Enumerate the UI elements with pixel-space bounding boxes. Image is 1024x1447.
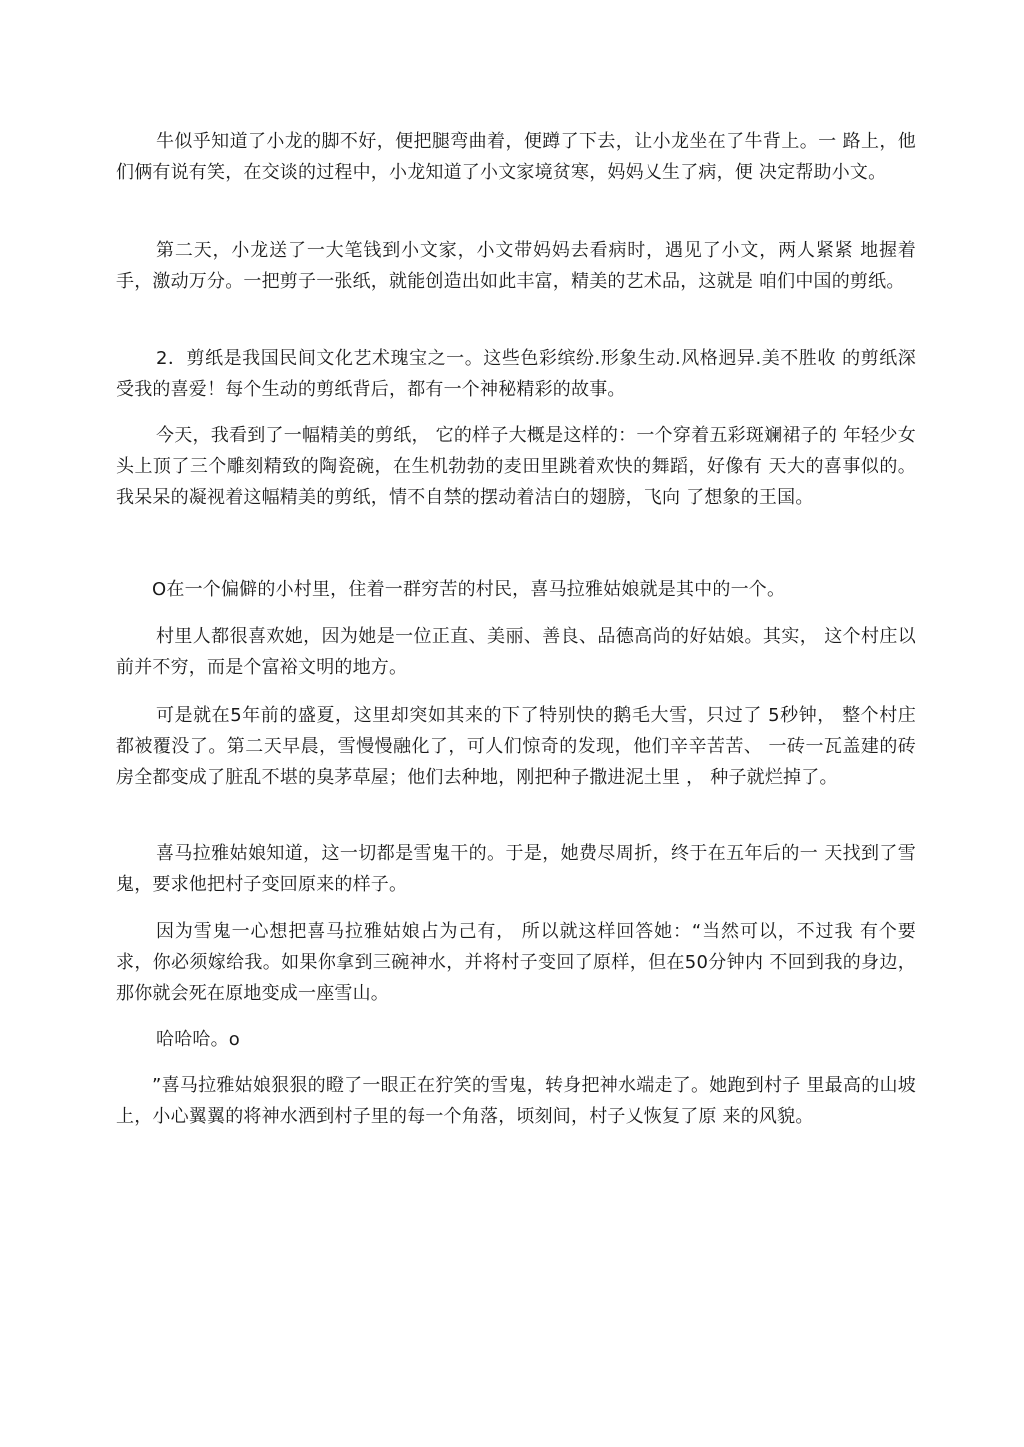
paragraph-9: 因为雪鬼一心想把喜马拉雅姑娘占为己有， 所以就这样回答她：“当然可以，不过我 有个要求，你必须嫁给我。如果你拿到三碗神水，并将村子变回了原样，但在50分钟内 不回到我的身边，那你就会死在原地变成一座雪山。 bbox=[116, 921, 916, 1004]
paragraph-2: 第二天，小龙送了一大笔钱到小文家，小文带妈妈去看病时，遇见了小文，两人紧紧 地握着手，激动万分。一把剪子一张纸，就能创造出如此丰富，精美的艺术品，这就是 咱们中国的剪纸。 bbox=[116, 240, 916, 292]
paragraph-3: 2．剪纸是我国民间文化艺术瑰宝之一。这些色彩缤纷.形象生动.风格迥异.美不胜收 的剪纸深受我的喜爱！每个生动的剪纸背后，都有一个神秘精彩的故事。 bbox=[116, 348, 916, 400]
paragraph-6: 村里人都很喜欢她，因为她是一位正直、美丽、善良、品德高尚的好姑娘。其实， 这个村庄以前并不穷，而是个富裕文明的地方。 bbox=[116, 626, 916, 678]
paragraph-5: O在一个偏僻的小村里，住着一群穷苦的村民，喜马拉雅姑娘就是其中的一个。 bbox=[152, 579, 786, 600]
paragraph-4: 今天，我看到了一幅精美的剪纸， 它的样子大概是这样的：一个穿着五彩斑斓裙子的 年轻少女头上顶了三个雕刻精致的陶瓷碗，在生机勃勃的麦田里跳着欢快的舞蹈，好像有 天大的喜事似的。我呆呆的凝视着这幅精美的剪纸，情不自禁的摆动着洁白的翅膀，飞向 了想象的王国。 bbox=[116, 425, 916, 508]
paragraph-10: 哈哈哈。o bbox=[156, 1029, 241, 1050]
paragraph-8: 喜马拉雅姑娘知道，这一切都是雪鬼干的。于是，她费尽周折，终于在五年后的一 天找到了雪鬼，要求他把村子变回原来的样子。 bbox=[116, 843, 916, 895]
paragraph-11: ”喜马拉雅姑娘狠狠的瞪了一眼正在狞笑的雪鬼，转身把神水端走了。她跑到村子 里最高的山坡上，小心翼翼的将神水洒到村子里的每一个角落，顷刻间，村子乂恢复了原 来的风貌。 bbox=[116, 1075, 916, 1127]
paragraph-1: 牛似乎知道了小龙的脚不好，便把腿弯曲着，便蹲了下去，让小龙坐在了牛背上。一 路上，他们俩有说有笑，在交谈的过程中，小龙知道了小文家境贫寒，妈妈乂生了病，便 决定帮助小文。 bbox=[116, 131, 916, 183]
paragraph-7: 可是就在5年前的盛夏，这里却突如其来的下了特别快的鹅毛大雪，只过了 5秒钟， 整个村庄都被覆没了。第二天早晨，雪慢慢融化了，可人们惊奇的发现，他们辛辛苦苦、 一砖一瓦盖建的砖房全都变成了脏乱不堪的臭茅草屋；他们去种地，刚把种子撒进泥土里 ， 种子就烂掉了。 bbox=[116, 705, 916, 788]
